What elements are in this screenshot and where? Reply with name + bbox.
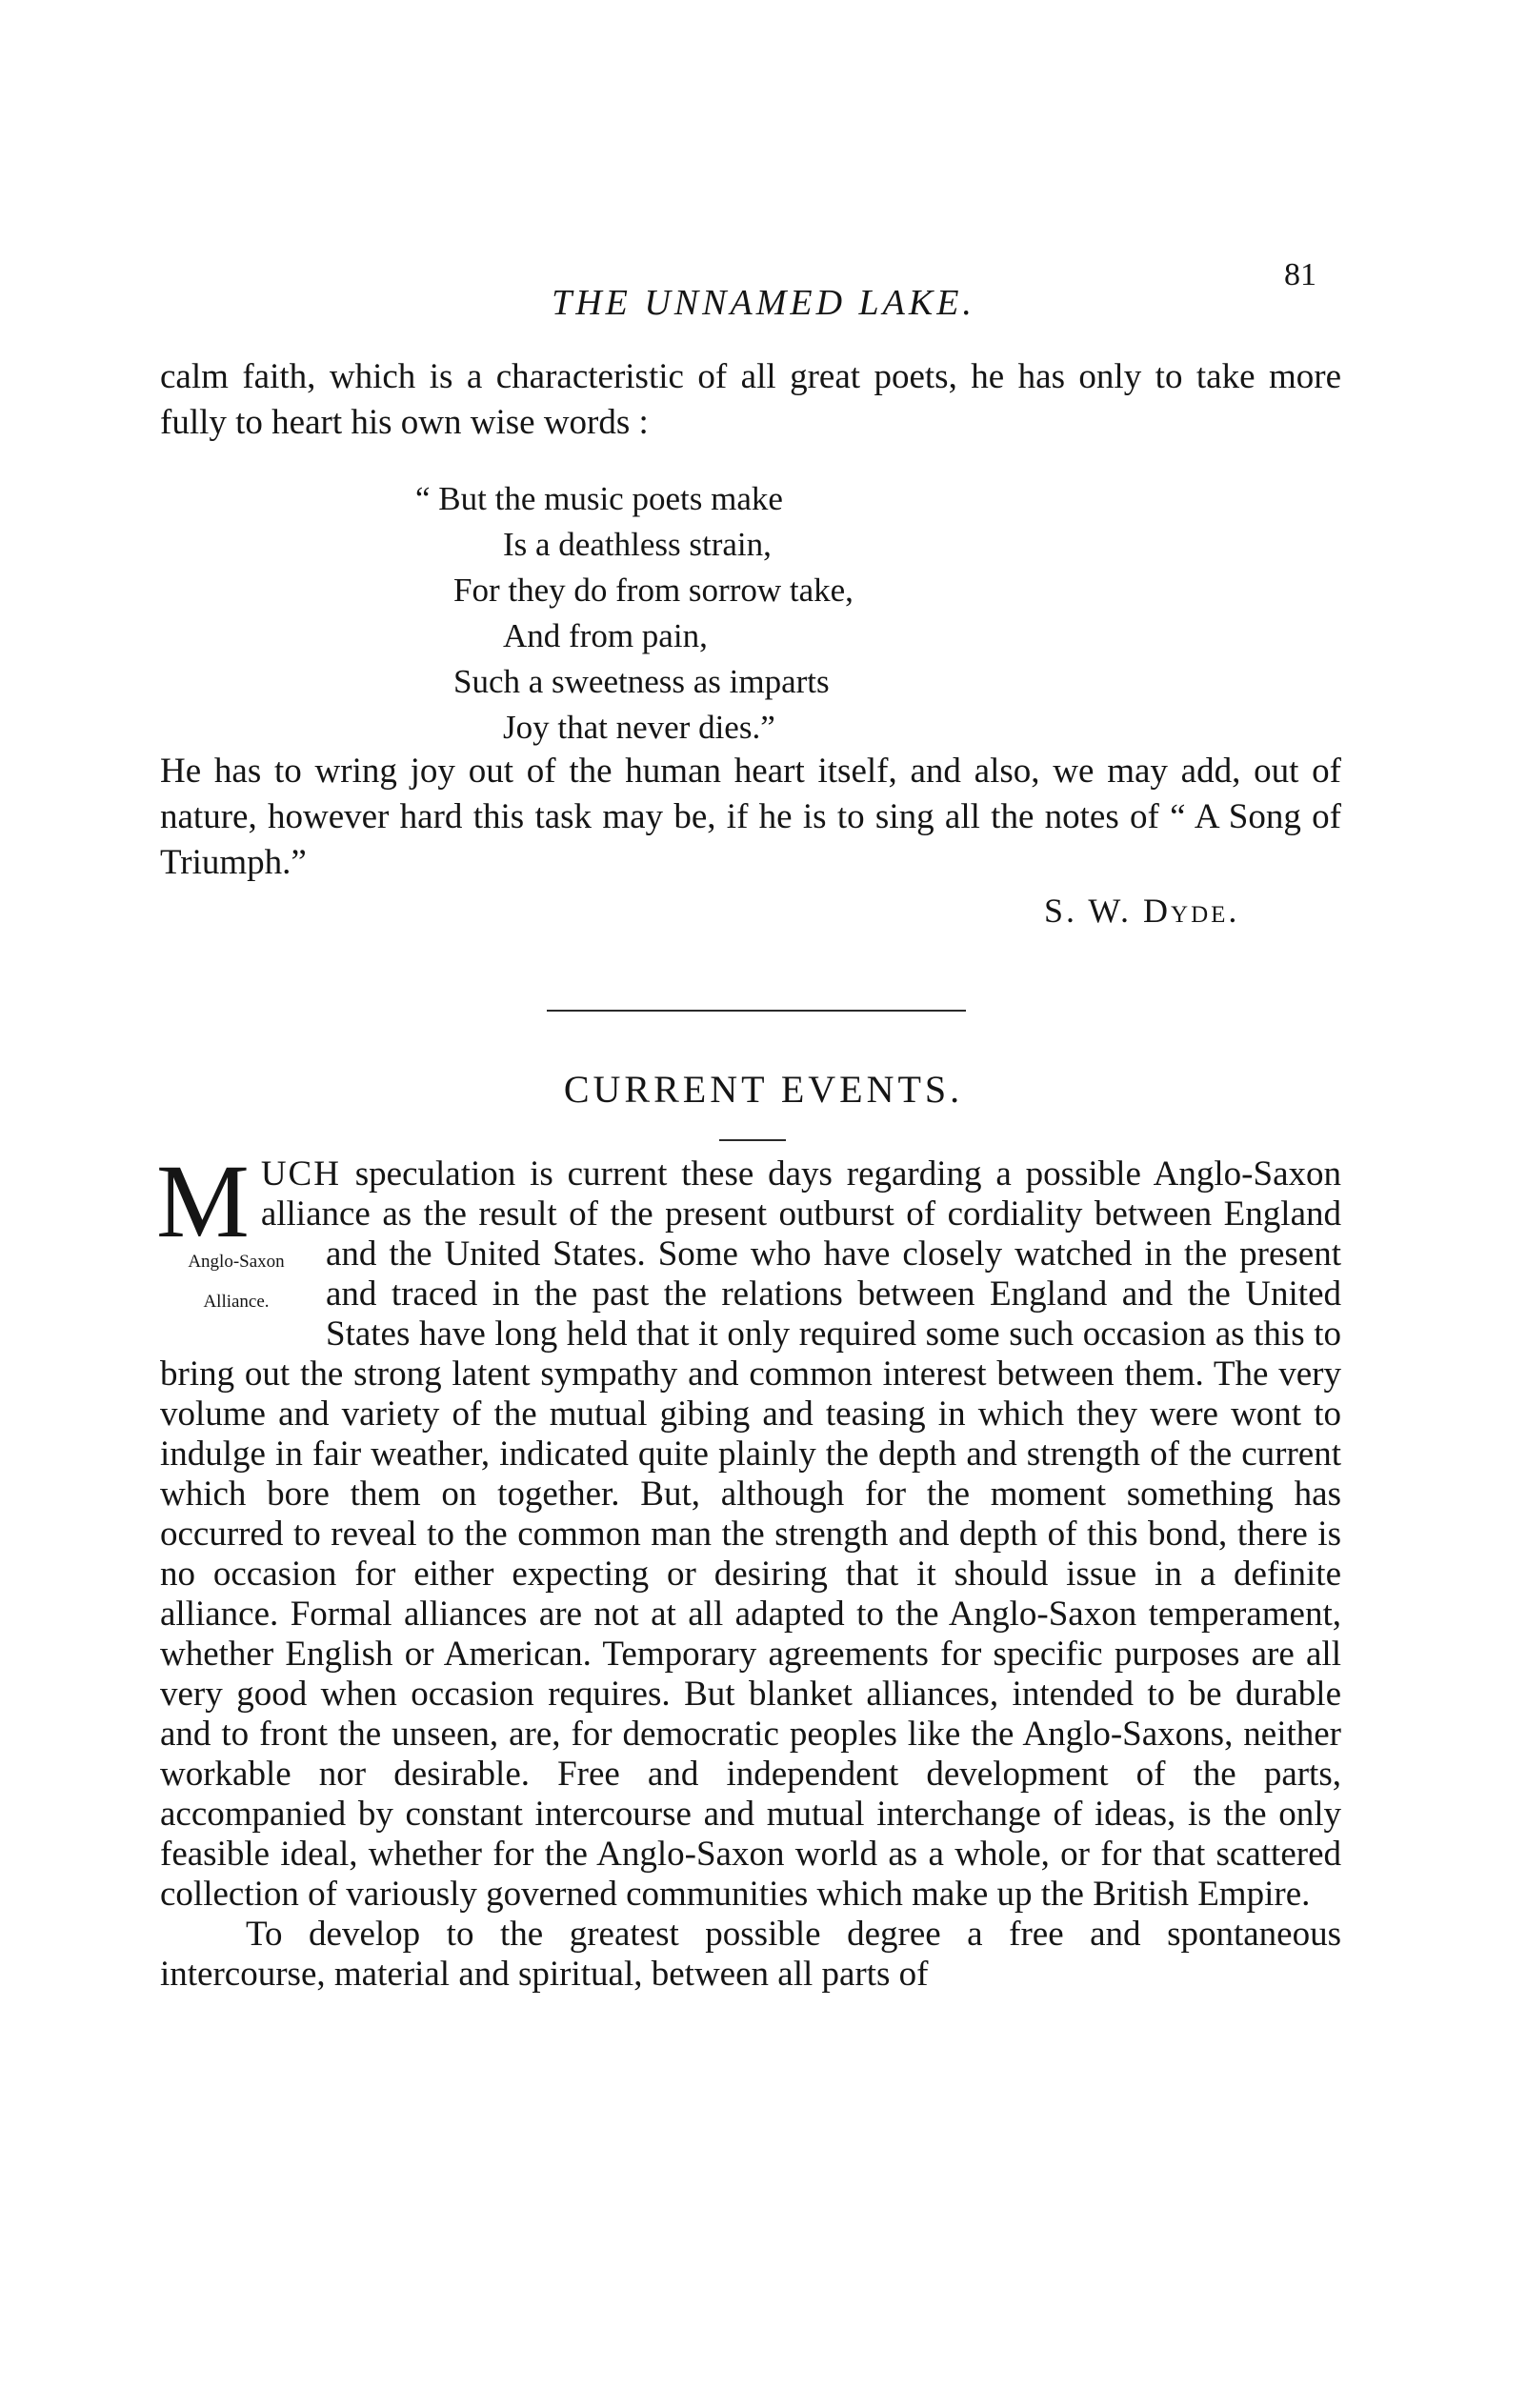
margin-note-line: Alliance. <box>203 1292 270 1312</box>
section-title: CURRENT EVENTS. <box>563 1068 964 1111</box>
closing-paragraph: He has to wring joy out of the human heart itself, and also, we may add, out of nature, however hard this task may be, if he is to sing all the notes of “ A Song of Triumph.” <box>160 752 1341 882</box>
intro-paragraph: calm faith, which is a characteristic of all great poets, he has only to take more fully to heart his own wise words : <box>160 357 1341 442</box>
page-number: 81 <box>1284 257 1316 292</box>
margin-note-line: Anglo-Saxon <box>188 1252 285 1272</box>
poem-line: Joy that never dies.” <box>503 709 775 746</box>
poem-line: For they do from sorrow take, <box>453 572 854 609</box>
article-paragraph: To develop to the greatest possible degree a free and spontaneous intercourse, material and spiritual, between all parts of <box>160 1915 1341 1994</box>
poem-line: “ But the music poets make <box>415 480 783 517</box>
running-title: THE UNNAMED LAKE. <box>552 283 975 323</box>
poem-line: And from pain, <box>503 617 708 654</box>
poem-line: Is a deathless strain, <box>503 526 772 563</box>
drop-cap-rest: UCH <box>260 1154 341 1194</box>
margin-note <box>160 1242 312 1322</box>
poem-quote <box>415 476 854 751</box>
article-text: speculation is current these days regarding a possible Anglo-Saxon alliance as the result of the present outburst of cordiality between England and the United States. Some who have closely watched in the present and traced in the past the relations between England and the United States have long held that it only required some such occasion as this to bring out the strong latent sympathy and common interest between them. The very volume and variety of the mutual gibing and teasing in which they were wont to indulge in fair weather, indicated quite plainly the depth and strength of the current which bore them on together. But, although for the moment something has occurred to reveal to the common man the strength and depth of this bond, there is no occasion for either expecting or desiring that it should issue in a definite alliance. Formal alliances are not at all adapted to the Anglo-Saxon temperament, whether English or American. Temporary agreements for specific purposes are all very good when occasion requires. But blanket alliances, intended to be durable and to front the unseen, are, for democratic peoples like the Anglo-Saxons, neither workable nor desirable. Free and independent development of the parts, accompanied by constant intercourse and mutual interchange of ideas, is the only feasible ideal, whether for the Anglo-Saxon world as a whole, or for that scattered collection of variously governed communities which make up the British Empire. <box>160 1154 1342 1914</box>
article-paragraph <box>156 1143 1342 1915</box>
poem-line: Such a sweetness as imparts <box>453 663 830 700</box>
drop-cap: M <box>156 1143 250 1259</box>
title-rule <box>719 1139 786 1141</box>
section-divider <box>547 1010 966 1012</box>
article-body <box>156 1143 1342 1995</box>
author-signature: S. W. Dyde. <box>1044 892 1240 930</box>
